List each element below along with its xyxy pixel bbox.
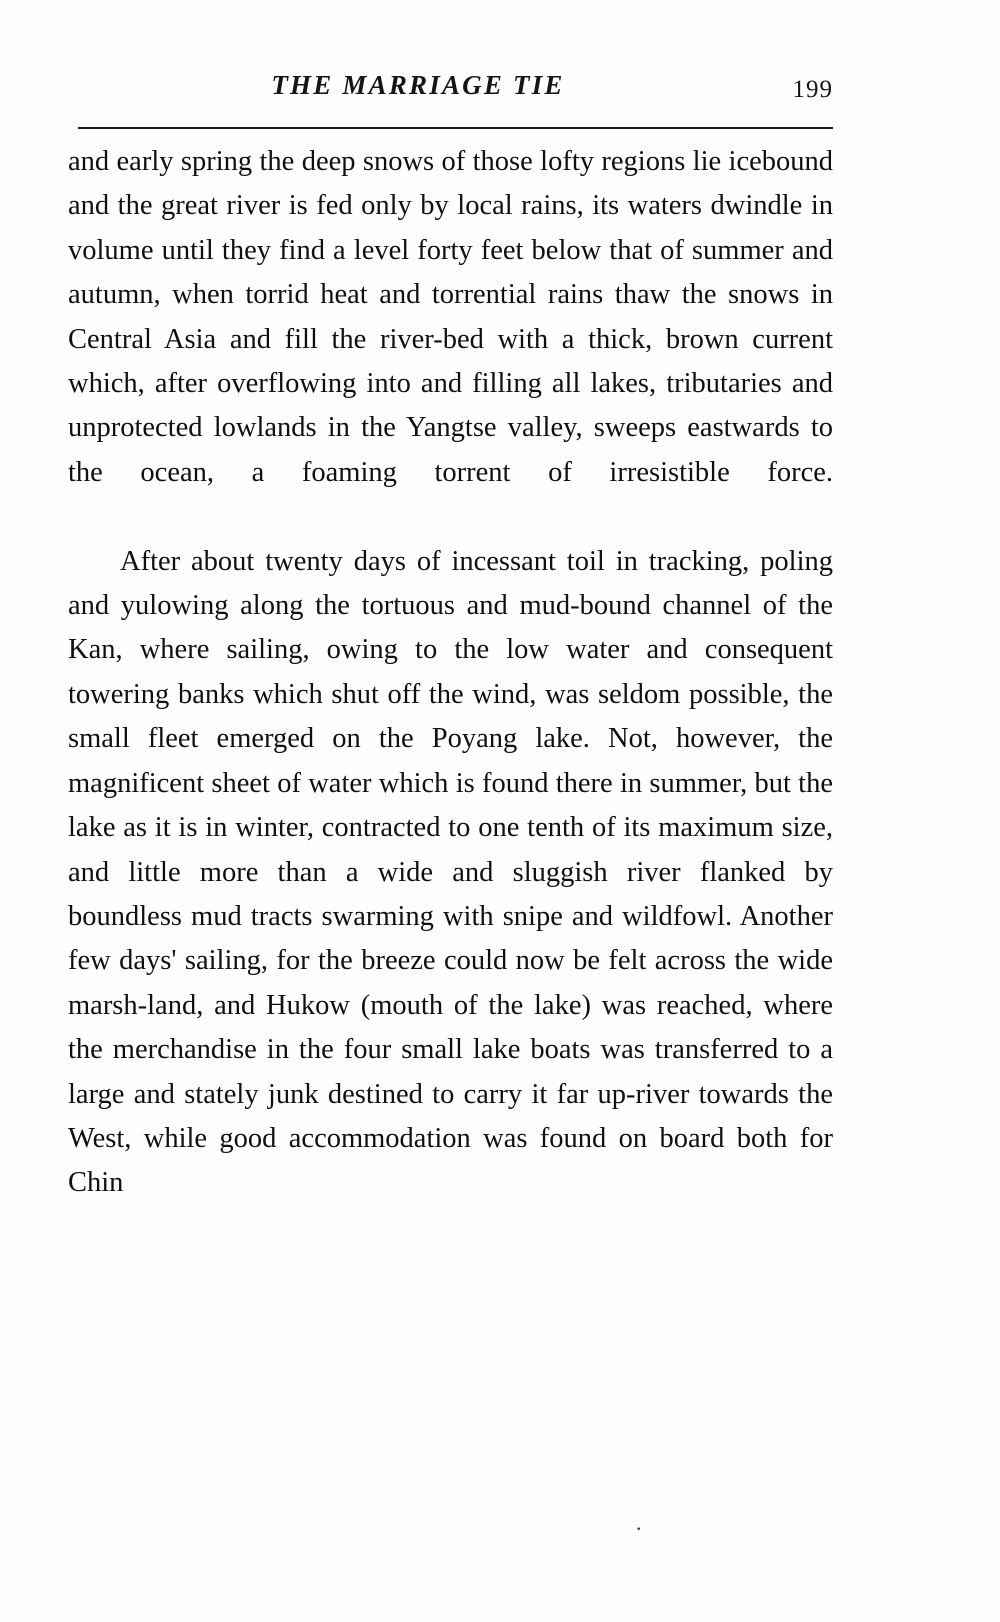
body-text: [68, 140, 833, 1206]
page-header: [78, 70, 833, 120]
paragraph: After about twenty days of incessant toil in tracking, poling and yulowing along the tortuous and mud-bound channel of the Kan, where sailing, owing to the low water and consequent towering banks which shut off the wind, was seldom possible, the small fleet emerged on the Poyang lake. Not, however, the magnificent sheet of water which is found there in summer, but the lake as it is in winter, contracted to one tenth of its maximum size, and little more than a wide and sluggish river flanked by boundless mud tracts swarming with snipe and wildfowl. Another few days' sailing, for the breeze could now be felt across the wide marsh-land, and Hukow (mouth of the lake) was reached, where the merchandise in the four small lake boats was transferred to a large and stately junk destined to carry it far up-river towards the West, while good accommodation was found on board both for Chin: [68, 545, 833, 1199]
page-number: 199: [792, 76, 833, 103]
footer-mark: .: [636, 1510, 642, 1535]
header-rule: [78, 127, 833, 129]
running-title: THE MARRIAGE TIE: [271, 70, 565, 100]
paragraph: and early spring the deep snows of those lofty regions lie icebound and the great river is fed only by local rains, its waters dwindle in volume until they find a level forty feet below that of summer and autumn, when torrid heat and torrential rains thaw the snows in Central Asia and fill the river-bed with a thick, brown current which, after overflowing into and filling all lakes, tributaries and unprotected lowlands in the Yangtse valley, sweeps eastwards to the ocean, a foaming torrent of irresistible force.: [68, 146, 833, 488]
